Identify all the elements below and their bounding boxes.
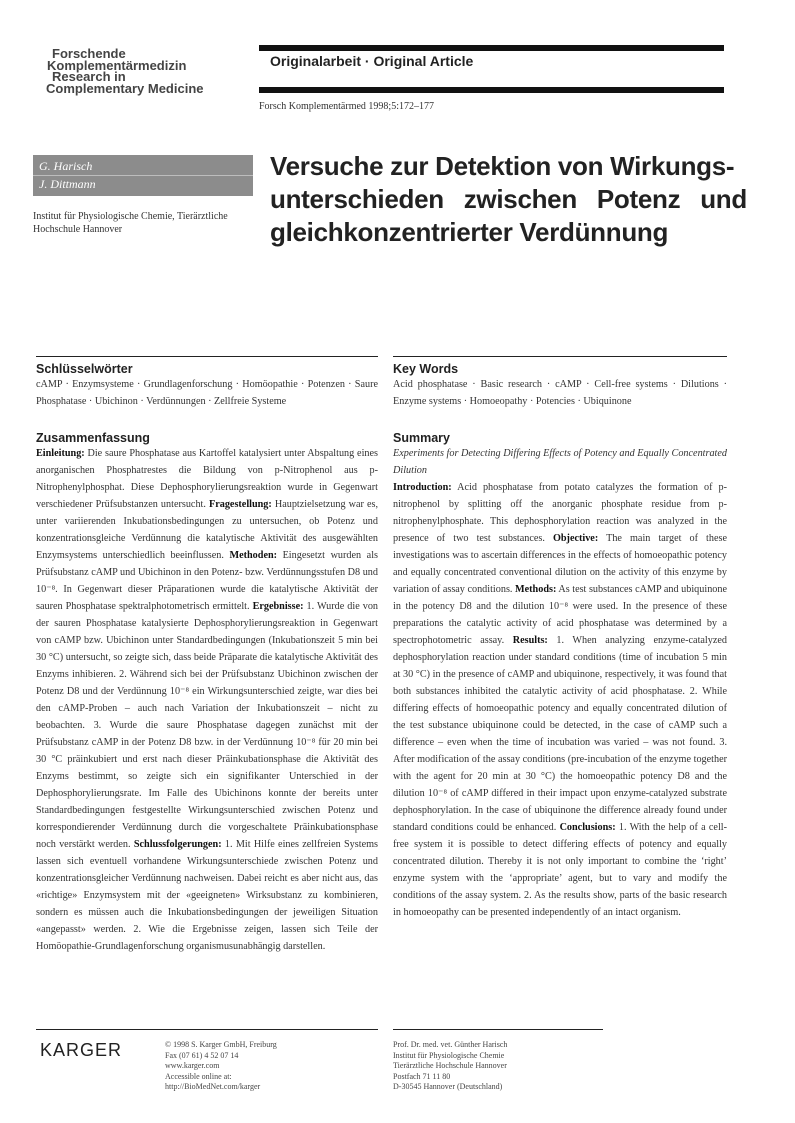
- section-label: Methods:: [515, 584, 557, 595]
- summary-sentence: 1. Mit Hilfe eines zellfreien Systems lassen sich eventuell vorhandene Wirkungsunterschiede zwischen Potenz und konzentrationsgleicher Verdünnung nachweisen. Dabei reicht es aber nicht aus, das «richtige» Enzymsystem mit der «geeigneten» Wirksubstanz zu kombinieren, sondern es müssen auch die Inkubationsbedingungen der jeweiligen Situation «angepasst» werden. 2. Wie die Ergebnisse zeigen, lassen sich Teile der Homöopathie-Grundlagenforschung organismusunabhängig darstellen.: [36, 839, 378, 952]
- summary-text: [36, 445, 378, 955]
- footer-divider-left: [36, 1029, 378, 1030]
- divider-left: [36, 356, 378, 357]
- summary-sentence: As test substances cAMP and ubiquinone in the potency D8 and the dilution 10⁻⁸ were used. In the presence of these preparations the catalytic activity of acid phosphatase was determined by a spectrophotometric assay.: [393, 584, 727, 646]
- keywords-heading: Key Words: [393, 362, 459, 376]
- author-name: G. Harisch: [39, 159, 93, 173]
- summary-text: [393, 479, 727, 921]
- section-label: Conclusions:: [559, 822, 616, 833]
- journal-logo: [46, 48, 246, 94]
- summary-sentence: 1. With the help of a cell-free system it is possible to detect differing effects of potency and equally concentrated dilution. Thereby it is not only important to combine the ‘right’ enzyme system with the ‘appropriate’ agent, but to vary and modify the conditions of the assay system. 2. As the results show, parts of the basic research in homoeopathy can be presented independently of an intact organism.: [393, 822, 727, 918]
- summary-sentence: Acid phosphatase from potato catalyzes the formation of p-nitrophenol by splitting off the anorganic phosphate residue from p-nitrophenylphosphate. This dephosphorylation reaction was analyzed in the presence of two test substances.: [393, 482, 727, 544]
- address-line: Tierärztliche Hochschule Hannover: [393, 1061, 507, 1070]
- summary-sentence: Hauptzielsetzung war es, unter variierenden Inkubationsbedingungen zu untersuchen, ob Potenz und konzentrationsgleiche Verdünnung die katalytische Aktivität des ausgewählten Enzymsystems unterschiedlich beeinflussen.: [36, 499, 379, 561]
- summary-sentence: 1. When analyzing enzyme-catalyzed dephosphorylation reaction under standard conditions (time of incubation 5 min at 30 °C) in the presence of cAMP and ubiquinone, respectively, it was found that both substances inhibited the catalytic activity of acid phosphatase. 2. While differing effects of homoeopathic potency and equally concentrated dilution of the test substance ubiquinone could be detected, in the case of cAMP such a difference – even when the time of incubation was varied – was not found. 3. After modification of the assay conditions (pre-incubation of the enzyme together with the agent for 20 min at 30 °C) the homoeopathic potency D8 and the dilution 10⁻⁸ of cAMP differed in their impact upon enzyme-catalyzed substrate dephosphorylation. In the case of ubiquinone the difference already found under standard conditions could be enhanced.: [393, 635, 727, 833]
- header-rule-top: [259, 45, 724, 51]
- publisher-line: http://BioMedNet.com/karger: [165, 1082, 261, 1091]
- english-column: [393, 362, 727, 921]
- german-column: [36, 362, 378, 955]
- address-line: Prof. Dr. med. vet. Günther Harisch: [393, 1040, 508, 1049]
- title-line: unterschieden zwischen Potenz und: [270, 184, 747, 214]
- summary-sentence: The main target of these investigations was to ascertain differences in the effects of homoeopathic potency and equally concentrated conventional dilution on the activity of this enzyme by variation of assay conditions.: [393, 533, 727, 595]
- address-line: D-30545 Hannover (Deutschland): [393, 1082, 503, 1091]
- publisher-line: © 1998 S. Karger GmbH, Freiburg: [165, 1040, 277, 1049]
- authors-box: [33, 155, 253, 196]
- author-name: J. Dittmann: [39, 177, 96, 191]
- section-label: Ergebnisse:: [252, 601, 304, 612]
- summary-heading: Zusammenfassung: [36, 431, 150, 445]
- article-title: [270, 150, 747, 249]
- publisher-line: Fax (07 61) 4 52 07 14: [165, 1050, 239, 1060]
- section-label: Fragestellung:: [208, 499, 272, 510]
- section-label: Methoden:: [229, 550, 278, 561]
- footer-divider-right: [393, 1029, 603, 1030]
- section-label: Results:: [512, 635, 548, 646]
- keywords-heading: Schlüsselwörter: [36, 362, 133, 376]
- journal-name-line: Komplementärmedizin: [47, 57, 187, 73]
- summary-sentence: Eingesetzt wurden als Prüfsubstanz cAMP und Ubichinon in den Potenz- bzw. Verdünnungsstufen D8 und 10⁻⁸. In Gegenwart dieser Präparationen wurde die katalytische Aktivität der sauren Phosphatase spektralphotometrisch ermittelt.: [36, 550, 378, 612]
- summary-sentence: 1. Wurde die von der sauren Phosphatase katalysierte Dephosphorylierungsreaktion in Gegenwart von cAMP bzw. Ubichinon unter Standardbedingungen (Inkubationszeit 5 min bei 30 °C) untersucht, so zeigte sich, dass beide Präparate die katalytische Aktivität des Enzyms inhibieren. 2. Während sich bei der Prüfsubstanz Ubichinon zwischen der Potenz D8 und der Verdünnung 10⁻⁸ ein Wirkungsunterschied zeigte, war dies bei den cAMP-Proben – auch nach Variation der Inkubationszeit – nicht zu beobachten. 3. Wurde die saure Phosphatase dagegen zunächst mit der Prüfsubstanz cAMP in der Potenz D8 bzw. in der Verdünnung 10⁻⁸ für 20 min bei 30 °C präinkubiert und erst nach dieser Präinkubationsphase die Aktivität des Enzyms bestimmt, so zeigte sich ein signifikanter Unterschied in der Dephosphorylierungsrate. Im Falle des Ubichinons konnte der bereits unter Standardbedingungen festgestellte Wirkungsunterschied zwischen Potenz und korrespondierender Verdünnung durch die vorgeschaltete Präinkubationsphase noch verstärkt werden.: [36, 601, 379, 850]
- section-label: Introduction:: [393, 482, 452, 493]
- section-label: Objective:: [552, 533, 599, 544]
- keywords-text: Acid phosphatase · Basic research · cAMP · Cell-free systems · Dilutions · Enzyme systems · Homoeopathy · Potencies · Ubiquinone: [393, 379, 727, 407]
- keywords-text: cAMP · Enzymsysteme · Grundlagenforschung · Homöopathie · Potenzen · Saure Phosphatase · Ubichinon · Verdünnungen · Zellfreie Systeme: [36, 379, 378, 407]
- title-line: Versuche zur Detektion von Wirkungs-: [270, 151, 735, 181]
- publisher-line: Accessible online at:: [165, 1071, 232, 1081]
- header-rule-bottom: [259, 87, 724, 93]
- author-affiliation: Institut für Physiologische Chemie, Tierärztliche Hochschule Hannover: [33, 211, 228, 235]
- journal-name-line: Forschende: [52, 46, 126, 61]
- journal-name-line: Complementary Medicine: [46, 80, 204, 96]
- citation: Forsch Komplementärmed 1998;5:172–177: [259, 101, 434, 112]
- publisher-info: [165, 1040, 365, 1093]
- journal-name-line: Research in: [52, 69, 126, 84]
- summary-sentence: Die saure Phosphatase aus Kartoffel katalysiert unter Abspaltung eines anorganischen Phosphatrestes die Bildung von p-Nitrophenol aus p-Nitrophenylphosphat. Diese Dephosphorylierungsreaktion wurde in Gegenwart verschiedener Prüfsubstanzen untersucht.: [36, 448, 378, 510]
- section-label: Einleitung:: [36, 448, 85, 459]
- section-label: Schlussfolgerungen:: [133, 839, 222, 850]
- title-line: gleichkonzentrierter Verdünnung: [270, 217, 669, 247]
- divider-right: [393, 356, 727, 357]
- publisher-line: www.karger.com: [165, 1061, 220, 1070]
- address-line: Postfach 71 11 80: [393, 1071, 451, 1081]
- correspondence-address: [393, 1040, 643, 1093]
- article-type-label: Originalarbeit · Original Article: [270, 53, 474, 69]
- summary-subtitle: Experiments for Detecting Differing Effects of Potency and Equally Concentrated Dilution: [393, 448, 727, 476]
- publisher-logo: KARGER: [40, 1040, 123, 1060]
- address-line: Institut für Physiologische Chemie: [393, 1050, 505, 1060]
- summary-heading: Summary: [393, 431, 450, 445]
